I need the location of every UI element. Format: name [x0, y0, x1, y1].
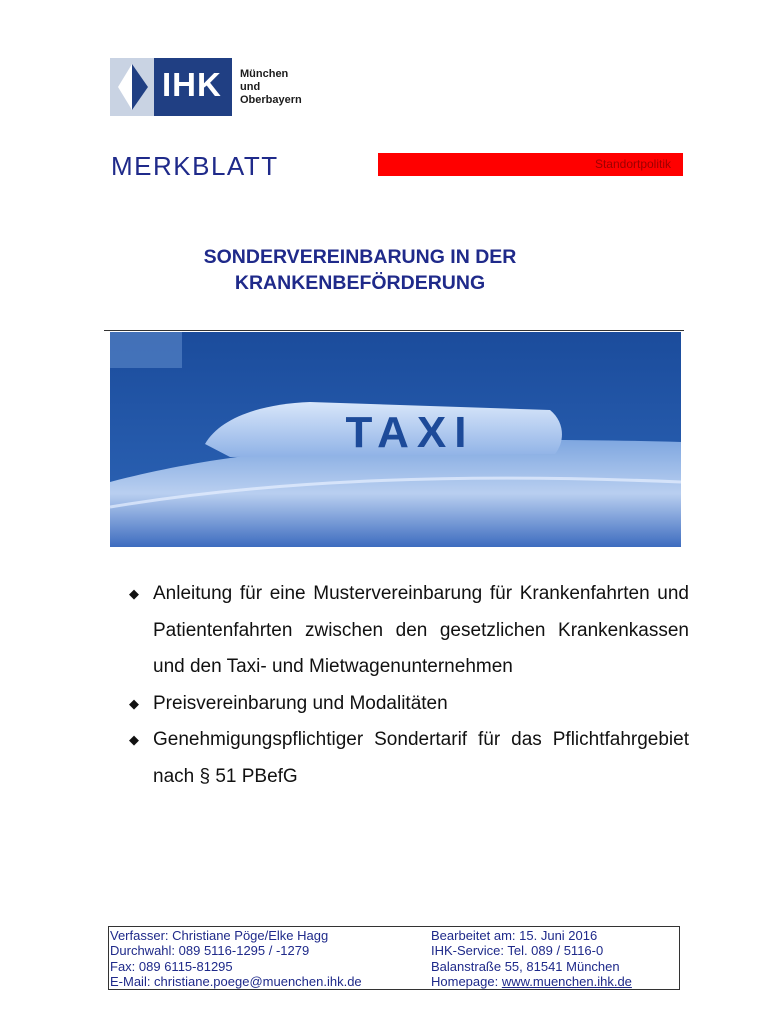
- divider: [104, 330, 684, 331]
- taxi-photo: [110, 332, 681, 547]
- diamond-bullet-icon: ◆: [129, 695, 139, 711]
- document-title: SONDERVEREINBARUNG IN DER KRANKENBEFÖRDERUNG: [203, 246, 517, 294]
- ihk-contact-info: Bearbeitet am: 15. Juni 2016 IHK-Service: Tel. 089 / 5116-0 Balanstraße 55, 81541 München Homepage: www.muenchen.ihk.de: [431, 928, 632, 989]
- logo-diamond-icon: [110, 58, 154, 116]
- taxi-sign-text: TAXI: [345, 408, 475, 457]
- category-label: Standortpolitik: [594, 157, 671, 171]
- footer-box: [108, 926, 680, 990]
- list-item: ◆ Preisvereinbarung und Modalitäten: [129, 686, 689, 723]
- logo-ihk-text: IHK: [162, 66, 222, 103]
- diamond-bullet-icon: ◆: [129, 732, 139, 747]
- ihk-logo: [110, 58, 310, 116]
- summary-list: [129, 576, 689, 795]
- diamond-bullet-icon: ◆: [129, 586, 139, 601]
- homepage-link[interactable]: www.muenchen.ihk.de: [501, 973, 632, 989]
- author-info: Verfasser: Christiane Pöge/Elke Hagg Durchwahl: 089 5116-1295 / -1279 Fax: 089 6115-81295 E-Mail: christiane.poege@muenchen.ihk.de: [110, 928, 362, 989]
- list-item: ◆ Genehmigungspflichtiger Sondertarif für das Pflichtfahrgebiet nach § 51 PBefG: [129, 722, 689, 795]
- logo-region-text: München und Oberbayern: [240, 68, 302, 106]
- list-item: ◆ Anleitung für eine Mustervereinbarung für Krankenfahrten und Patientenfahrten zwischen den gesetzlichen Krankenkassen und den Taxi- und Mietwagenunternehmen: [129, 576, 689, 686]
- doc-type-heading: MERKBLATT: [111, 151, 279, 181]
- category-bar: [378, 153, 683, 176]
